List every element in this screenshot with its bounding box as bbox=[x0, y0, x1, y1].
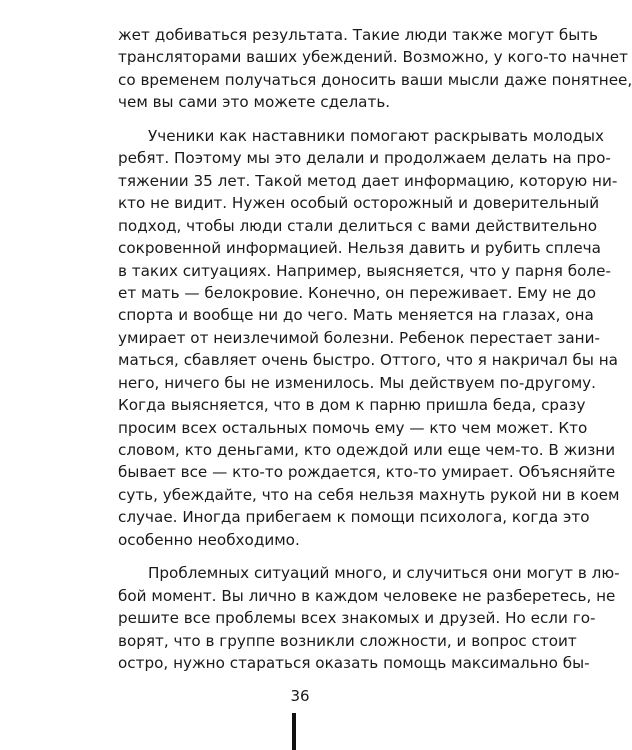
text-line: чем вы сами это можете сделать. bbox=[118, 93, 391, 111]
text-line: в таких ситуациях. Например, выясняется, что у парня болe- bbox=[118, 262, 611, 280]
text-line: кто не видит. Нужен особый осторожный и доверительный bbox=[118, 194, 600, 212]
text-line: него, ничего бы не изменилось. Мы действуем по-другому. bbox=[118, 374, 596, 392]
text-line: просим всех остальных помочь ему — кто чем может. Кто bbox=[118, 419, 588, 437]
text-line: со временем получаться доносить ваши мысли даже понятнее, bbox=[118, 71, 632, 89]
text-line: подход, чтобы люди стали делиться с вами действительно bbox=[118, 217, 597, 235]
text-line: спорта и вообще ни до чего. Мать меняется на глазах, она bbox=[118, 306, 594, 324]
text-line: Когда выясняется, что в дом к парню пришла беда, сразу bbox=[118, 396, 586, 414]
page-number: 36 bbox=[290, 687, 310, 705]
text-line: случае. Иногда прибегаем к помощи психолога, когда это bbox=[118, 508, 590, 526]
text-line: тяжении 35 лет. Такой метод дает информацию, которую ни- bbox=[118, 172, 618, 190]
text-line: жет добиваться результата. Такие люди также могут быть bbox=[118, 26, 598, 44]
text-line: бой момент. Вы лично в каждом человеке не разберетесь, не bbox=[118, 587, 616, 605]
text-line: решите все проблемы всех знакомых и друзей. Но если го- bbox=[118, 609, 596, 627]
text-line: маться, сбавляет очень быстро. Оттого, что я накричал бы на bbox=[118, 351, 618, 369]
page-edge-mark bbox=[292, 713, 296, 750]
text-line: словом, кто деньгами, кто одеждой или еще чем-то. В жизни bbox=[118, 441, 616, 459]
text-line: ребят. Поэтому мы это делали и продолжаем делать на про- bbox=[118, 149, 611, 167]
text-line: трансляторами ваших убеждений. Возможно, у кого-то начнет bbox=[118, 48, 628, 66]
paragraph-first-line: Проблемных ситуаций много, и случиться они могут в лю- bbox=[148, 564, 620, 582]
text-line: ворят, что в группе возникли сложности, и вопрос стоит bbox=[118, 632, 577, 650]
paragraph-first-line: Ученики как наставники помогают раскрывать молодых bbox=[148, 127, 605, 145]
text-line: особенно необходимо. bbox=[118, 531, 300, 549]
text-line: сокровенной информацией. Нельзя давить и рубить сплеча bbox=[118, 239, 601, 257]
text-line: ет мать — белокровие. Конечно, он переживает. Ему не до bbox=[118, 284, 596, 302]
text-line: бывает все — кто-то рождается, кто-то умирает. Объясняйте bbox=[118, 463, 616, 481]
text-line: умирает от неизлечимой болезни. Ребенок перестает зани- bbox=[118, 329, 600, 347]
text-line: остро, нужно стараться оказать помощь максимально бы- bbox=[118, 654, 590, 672]
text-line: суть, убеждайте, что на себя нельзя махнуть рукой ни в коем bbox=[118, 486, 620, 504]
